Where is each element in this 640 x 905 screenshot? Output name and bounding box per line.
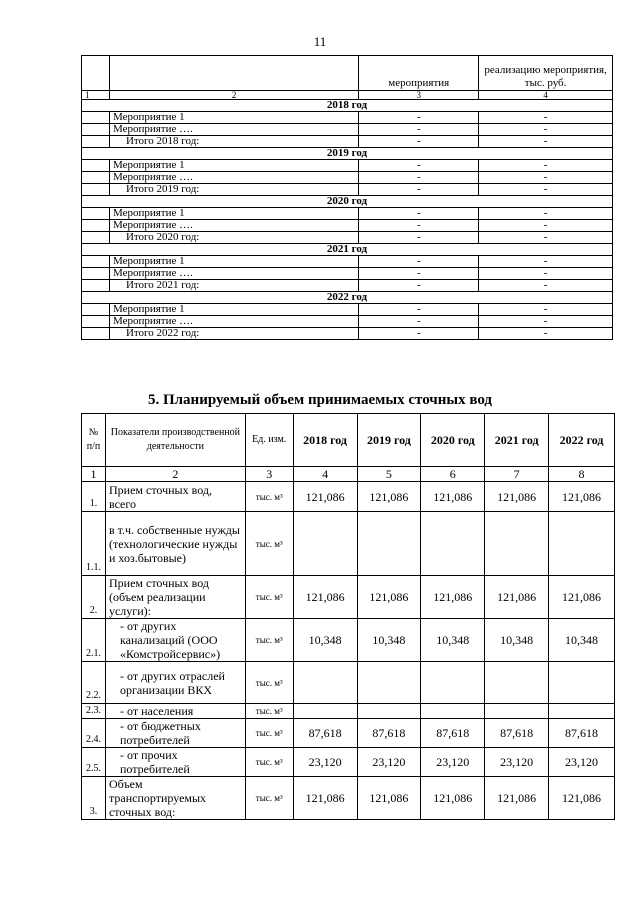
year-value: 10,348 bbox=[485, 619, 549, 662]
activity-value: - bbox=[359, 280, 479, 292]
cost-value: - bbox=[479, 208, 613, 220]
column-number: 1 bbox=[82, 91, 110, 100]
cost-value: - bbox=[479, 256, 613, 268]
activity-name: Мероприятие 1 bbox=[109, 160, 358, 172]
indicator-name: Прием сточных вод (объем реализации услуги): bbox=[105, 576, 245, 619]
cost-value: - bbox=[479, 184, 613, 196]
row-number: 3. bbox=[82, 777, 106, 820]
row-number: 1. bbox=[82, 482, 106, 512]
table-row bbox=[82, 112, 613, 124]
year-value: 87,618 bbox=[485, 719, 549, 748]
empty-cell bbox=[82, 124, 110, 136]
activity-name: Мероприятие …. bbox=[109, 172, 358, 184]
year-value: 23,120 bbox=[485, 748, 549, 777]
indicator-name: - от бюджетных потребителей bbox=[105, 719, 245, 748]
header-cell: мероприятия bbox=[359, 56, 479, 91]
empty-cell bbox=[82, 112, 110, 124]
activity-value: - bbox=[359, 304, 479, 316]
cost-value: - bbox=[479, 112, 613, 124]
cost-value: - bbox=[479, 328, 613, 340]
activities-table bbox=[81, 55, 613, 340]
unit: тыс. м³ bbox=[245, 576, 293, 619]
cost-value: - bbox=[479, 160, 613, 172]
year-value bbox=[357, 704, 421, 719]
unit: тыс. м³ bbox=[245, 619, 293, 662]
table-row bbox=[82, 184, 613, 196]
activity-value: - bbox=[359, 124, 479, 136]
indicator-name: - от других канализаций (ООО «Комстройсервис») bbox=[105, 619, 245, 662]
table-header-row bbox=[82, 56, 613, 91]
year-value: 121,086 bbox=[357, 576, 421, 619]
year-row bbox=[82, 100, 613, 112]
table-row bbox=[82, 777, 615, 820]
year-value: 121,086 bbox=[293, 777, 357, 820]
unit: тыс. м³ bbox=[245, 662, 293, 704]
year-value: 10,348 bbox=[293, 619, 357, 662]
empty-cell bbox=[82, 256, 110, 268]
row-number: 2.3. bbox=[82, 704, 106, 719]
table-row bbox=[82, 304, 613, 316]
activity-value: - bbox=[359, 172, 479, 184]
header-cell: 2022 год bbox=[549, 414, 615, 467]
activity-value: - bbox=[359, 256, 479, 268]
activity-value: - bbox=[359, 112, 479, 124]
header-cell bbox=[82, 56, 110, 91]
year-value bbox=[421, 662, 485, 704]
year-value: 121,086 bbox=[421, 576, 485, 619]
table-row bbox=[82, 748, 615, 777]
year-value: 23,120 bbox=[357, 748, 421, 777]
column-number-row bbox=[82, 467, 615, 482]
row-number: 2.5. bbox=[82, 748, 106, 777]
empty-cell bbox=[82, 268, 110, 280]
year-value bbox=[485, 512, 549, 576]
activity-name: Мероприятие …. bbox=[109, 220, 358, 232]
year-value bbox=[549, 512, 615, 576]
column-number: 8 bbox=[549, 467, 615, 482]
column-number: 2 bbox=[105, 467, 245, 482]
year-row bbox=[82, 196, 613, 208]
column-number: 3 bbox=[245, 467, 293, 482]
section-title: 5. Планируемый объем принимаемых сточных вод bbox=[147, 392, 493, 408]
cost-value: - bbox=[479, 280, 613, 292]
activity-value: - bbox=[359, 160, 479, 172]
year-value: 87,618 bbox=[293, 719, 357, 748]
activity-name: Мероприятие …. bbox=[109, 124, 358, 136]
table-row bbox=[82, 172, 613, 184]
year-value: 23,120 bbox=[421, 748, 485, 777]
empty-cell bbox=[82, 172, 110, 184]
year-value: 10,348 bbox=[549, 619, 615, 662]
header-cell: Показатели производственной деятельности bbox=[105, 414, 245, 467]
empty-cell bbox=[82, 184, 110, 196]
indicator-name: в т.ч. собственные нужды (технологические нужды и хоз.бытовые) bbox=[105, 512, 245, 576]
activity-name: Итого 2020 год: bbox=[109, 232, 358, 244]
unit: тыс. м³ bbox=[245, 704, 293, 719]
year-value: 87,618 bbox=[549, 719, 615, 748]
year-value: 121,086 bbox=[421, 777, 485, 820]
year-value bbox=[357, 662, 421, 704]
year-value bbox=[421, 704, 485, 719]
wastewater-volume-table bbox=[81, 413, 615, 820]
table-row bbox=[82, 662, 615, 704]
header-cell: 2019 год bbox=[357, 414, 421, 467]
year-label: 2022 год bbox=[82, 292, 613, 304]
table-row bbox=[82, 719, 615, 748]
year-value: 87,618 bbox=[357, 719, 421, 748]
year-value: 121,086 bbox=[357, 482, 421, 512]
column-number: 4 bbox=[479, 91, 613, 100]
cost-value: - bbox=[479, 136, 613, 148]
year-row bbox=[82, 292, 613, 304]
row-number: 2.1. bbox=[82, 619, 106, 662]
activity-name: Мероприятие 1 bbox=[109, 304, 358, 316]
column-number: 7 bbox=[485, 467, 549, 482]
indicator-name: Прием сточных вод, всего bbox=[105, 482, 245, 512]
table-row bbox=[82, 328, 613, 340]
unit: тыс. м³ bbox=[245, 719, 293, 748]
year-value bbox=[357, 512, 421, 576]
activity-name: Итого 2018 год: bbox=[109, 136, 358, 148]
year-value: 121,086 bbox=[293, 482, 357, 512]
indicator-name: Объем транспортируемых сточных вод: bbox=[105, 777, 245, 820]
empty-cell bbox=[82, 304, 110, 316]
activity-value: - bbox=[359, 268, 479, 280]
column-number: 3 bbox=[359, 91, 479, 100]
empty-cell bbox=[82, 280, 110, 292]
header-cell: 2020 год bbox=[421, 414, 485, 467]
table-row bbox=[82, 268, 613, 280]
table-row bbox=[82, 160, 613, 172]
activity-name: Мероприятие 1 bbox=[109, 256, 358, 268]
year-label: 2020 год bbox=[82, 196, 613, 208]
year-value bbox=[293, 662, 357, 704]
indicator-name: - от других отраслей организации ВКХ bbox=[105, 662, 245, 704]
activity-name: Итого 2019 год: bbox=[109, 184, 358, 196]
row-number: 2.2. bbox=[82, 662, 106, 704]
table-row bbox=[82, 482, 615, 512]
column-number: 1 bbox=[82, 467, 106, 482]
year-value: 121,086 bbox=[421, 482, 485, 512]
activity-value: - bbox=[359, 232, 479, 244]
empty-cell bbox=[82, 316, 110, 328]
activity-name: Итого 2022 год: bbox=[109, 328, 358, 340]
column-number: 6 bbox=[421, 467, 485, 482]
table-row bbox=[82, 704, 615, 719]
year-value bbox=[293, 704, 357, 719]
cost-value: - bbox=[479, 304, 613, 316]
cost-value: - bbox=[479, 172, 613, 184]
table-row bbox=[82, 316, 613, 328]
table-row bbox=[82, 256, 613, 268]
empty-cell bbox=[82, 208, 110, 220]
year-value: 121,086 bbox=[485, 482, 549, 512]
activity-value: - bbox=[359, 316, 479, 328]
activity-value: - bbox=[359, 184, 479, 196]
activity-value: - bbox=[359, 220, 479, 232]
row-number: 1.1. bbox=[82, 512, 106, 576]
table-row bbox=[82, 280, 613, 292]
table-row bbox=[82, 576, 615, 619]
activity-name: Мероприятие 1 bbox=[109, 112, 358, 124]
year-value bbox=[549, 704, 615, 719]
year-value: 23,120 bbox=[293, 748, 357, 777]
row-number: 2. bbox=[82, 576, 106, 619]
unit: тыс. м³ bbox=[245, 777, 293, 820]
activity-name: Мероприятие …. bbox=[109, 268, 358, 280]
year-label: 2021 год bbox=[82, 244, 613, 256]
unit: тыс. м³ bbox=[245, 482, 293, 512]
activity-name: Мероприятие 1 bbox=[109, 208, 358, 220]
year-value: 10,348 bbox=[421, 619, 485, 662]
activity-value: - bbox=[359, 328, 479, 340]
year-value bbox=[485, 704, 549, 719]
table-row bbox=[82, 512, 615, 576]
empty-cell bbox=[82, 160, 110, 172]
table-row bbox=[82, 136, 613, 148]
year-row bbox=[82, 148, 613, 160]
year-value: 87,618 bbox=[421, 719, 485, 748]
year-row bbox=[82, 244, 613, 256]
header-cell: № п/п bbox=[82, 414, 106, 467]
empty-cell bbox=[82, 220, 110, 232]
activity-value: - bbox=[359, 136, 479, 148]
year-label: 2018 год bbox=[82, 100, 613, 112]
year-value: 10,348 bbox=[357, 619, 421, 662]
year-value: 121,086 bbox=[485, 576, 549, 619]
activity-name: Итого 2021 год: bbox=[109, 280, 358, 292]
year-value bbox=[293, 512, 357, 576]
table-row bbox=[82, 220, 613, 232]
column-number: 5 bbox=[357, 467, 421, 482]
column-number: 2 bbox=[109, 91, 358, 100]
year-value: 121,086 bbox=[485, 777, 549, 820]
year-value: 121,086 bbox=[549, 576, 615, 619]
year-value: 23,120 bbox=[549, 748, 615, 777]
unit: тыс. м³ bbox=[245, 512, 293, 576]
empty-cell bbox=[82, 232, 110, 244]
header-cell: реализацию мероприятия, тыс. руб. bbox=[479, 56, 613, 91]
table-row bbox=[82, 124, 613, 136]
table-row bbox=[82, 208, 613, 220]
cost-value: - bbox=[479, 124, 613, 136]
header-cell bbox=[109, 56, 358, 91]
unit: тыс. м³ bbox=[245, 748, 293, 777]
year-value bbox=[549, 662, 615, 704]
cost-value: - bbox=[479, 316, 613, 328]
cost-value: - bbox=[479, 268, 613, 280]
year-value: 121,086 bbox=[357, 777, 421, 820]
cost-value: - bbox=[479, 220, 613, 232]
page-number: 11 bbox=[313, 34, 327, 49]
year-value: 121,086 bbox=[549, 777, 615, 820]
year-value bbox=[421, 512, 485, 576]
year-label: 2019 год bbox=[82, 148, 613, 160]
header-cell: 2021 год bbox=[485, 414, 549, 467]
header-cell: Ед. изм. bbox=[245, 414, 293, 467]
activity-value: - bbox=[359, 208, 479, 220]
row-number: 2.4. bbox=[82, 719, 106, 748]
table-header-row bbox=[82, 414, 615, 467]
header-cell: 2018 год bbox=[293, 414, 357, 467]
table-row bbox=[82, 619, 615, 662]
table-row bbox=[82, 232, 613, 244]
empty-cell bbox=[82, 136, 110, 148]
column-number: 4 bbox=[293, 467, 357, 482]
cost-value: - bbox=[479, 232, 613, 244]
year-value: 121,086 bbox=[549, 482, 615, 512]
empty-cell bbox=[82, 328, 110, 340]
year-value bbox=[485, 662, 549, 704]
activity-name: Мероприятие …. bbox=[109, 316, 358, 328]
year-value: 121,086 bbox=[293, 576, 357, 619]
indicator-name: - от населения bbox=[105, 704, 245, 719]
indicator-name: - от прочих потребителей bbox=[105, 748, 245, 777]
